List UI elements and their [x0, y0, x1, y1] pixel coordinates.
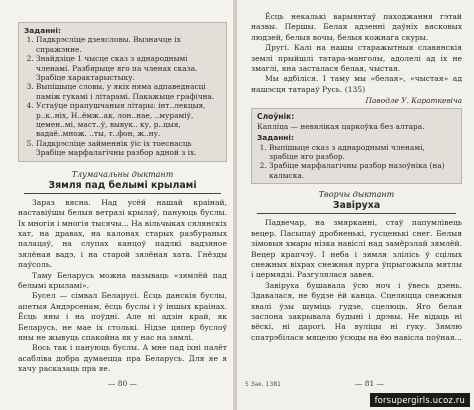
text-paragraph: Таму Беларусь можна называць «зямлёй пад белымі крыламі».: [18, 270, 227, 290]
page-number-right: — 81 —: [355, 379, 384, 388]
print-mark: 5 Зак. 1381: [245, 381, 281, 388]
tasks-box-left: [18, 22, 227, 162]
text-paragraph: Падвечар, на змярканні, стаў папумлівець вецер. Пасыпаў дробненькі, гусценькі снег. Белыя зімовыя хмары нізка навіслі над замёрзлай зямлёй. Вецер крапчэў. І неба і зямля злілісь ў сцілых снежных віхрах снежная пурга ўпрыгожыла мятлы і цермядзі. Разгулялася завея.: [251, 218, 462, 280]
tasks-list: [24, 35, 221, 157]
text-paragraph: Ёсць некалькі варыянтаў паходжання гэтай назвы. Першы. Белая адзенні даўніх вясковых людзей, белыя вочы, белыя кожнага скуры.: [251, 12, 462, 42]
glossary-text: Капліца — невялікая царкоўка без алтара.: [257, 121, 425, 131]
page-number-left: — 80 —: [108, 379, 137, 388]
task-item: 2. Зрабіце марфалагічны разбор назоўніка (на) калыска.: [269, 161, 456, 180]
tasks-list: [257, 143, 456, 181]
text-paragraph: Другі. Калі на нашы старажытныя славянскія землі прыйшлі татара-манголы, адолелі ад іх не змаглі, яна засталася белая, чыстая.: [251, 43, 462, 74]
glossary-heading: Слоўнік:: [257, 112, 295, 122]
dictation-title: Завіруха: [257, 200, 456, 214]
text-paragraph: Завіруха бушавала ўсю ноч і ўвесь дзень. Здавалася, не будзе ёй канца. Сцелюцца снежныя хвалі ўзы шуміць гудзе, сцелюць. Яго белая заслона закрывала будыні і дрэвы. Не відаць ні вёскі, ні дарогі. На вуліцы ні гуку. Зямлю спатрэбілася мяцелю ўсюды на ёю навісла поўная...: [251, 280, 462, 342]
dictation-type: Тлумачальны дыктант: [71, 169, 174, 179]
text-paragraph: Мы адбіліся. І таму мы «белая», «чыстая» ад нашэсця татараў Русь. (135): [251, 74, 462, 94]
tasks-heading: Заданні:: [257, 133, 294, 143]
text-paragraph: Бусел — сімвал Беларусі. Ёсць данскія буслы, апетыя Андэрсенам, ёсць буслы і ў іншых краінах. Ёсць яны і на поўдні. Але ні адзін край, як Беларусь, не мае іх столькі. Нідзе цяпер буслоў яны не жывуць спакойна як у нас на зямлі.: [18, 291, 227, 342]
task-item: 1. Выпішыце сказ з аднароднымі членамі, зрабіце яго разбор.: [269, 143, 456, 162]
text-paragraph: Вось так і пануюць буслы. А мне пад іхні палёт асабліва добра думаецца пра Беларусь. Для яе я хачу расказаць пра яе.: [18, 343, 227, 374]
task-item: 4. Устаўце прапушчаныя літары: інт..лекцыя, р..к..ніх, Н..ёмж..ак, лон..нае, ..мураміў, цемен..мі, маст..ў, вывук.. ку, р..цыя, вадаё..множ. ..ты, т..фон, ж..ну.: [36, 101, 221, 139]
task-item: 2. Знайдзіце 1 чысце сказ з аднароднымі членамі. Разбярыце яго па членах сказа. Зрабіце характарыстыку.: [36, 54, 221, 82]
site-watermark: forsupergirls.ucoz.ru: [370, 393, 470, 407]
tasks-heading: Заданні:: [24, 26, 61, 35]
glossary-and-tasks-box: [251, 108, 462, 184]
task-item: 5. Падкрэсліце займеннік ўіс іх тоеснасць Зрабіце марфалагічны разбор адной з іх.: [36, 139, 221, 158]
task-item: 1. Падкрэсліце дзеясловы. Вызначце іх спражэнне.: [36, 35, 221, 54]
right-page: [237, 0, 474, 410]
dictation-type: Творчы дыктант: [318, 190, 395, 200]
text-paragraph: Зараз вясна. Над усёй нашай краінай, наставіўшы белыя ветразі крылаў, пануюць буслы. Іх многія і многія тысячы... На вільчыках сялянскіх хат, на дравах, на калонах старых разбураных палацаў, на слупах канцоў падлкі вадзяное зялёная вадэ, і на старой зялёная хата. Гнёзды паўсоль.: [18, 197, 227, 270]
author-attribution: Паводле У. Караткевіча: [365, 96, 462, 106]
task-item: 3. Выпішыце словы, у якіх няма адпаведнасці паміж гукамі і літарамі. Пакажыце графічна.: [36, 82, 221, 101]
dictation-title: Зямля пад белымі крыламі: [24, 180, 221, 194]
